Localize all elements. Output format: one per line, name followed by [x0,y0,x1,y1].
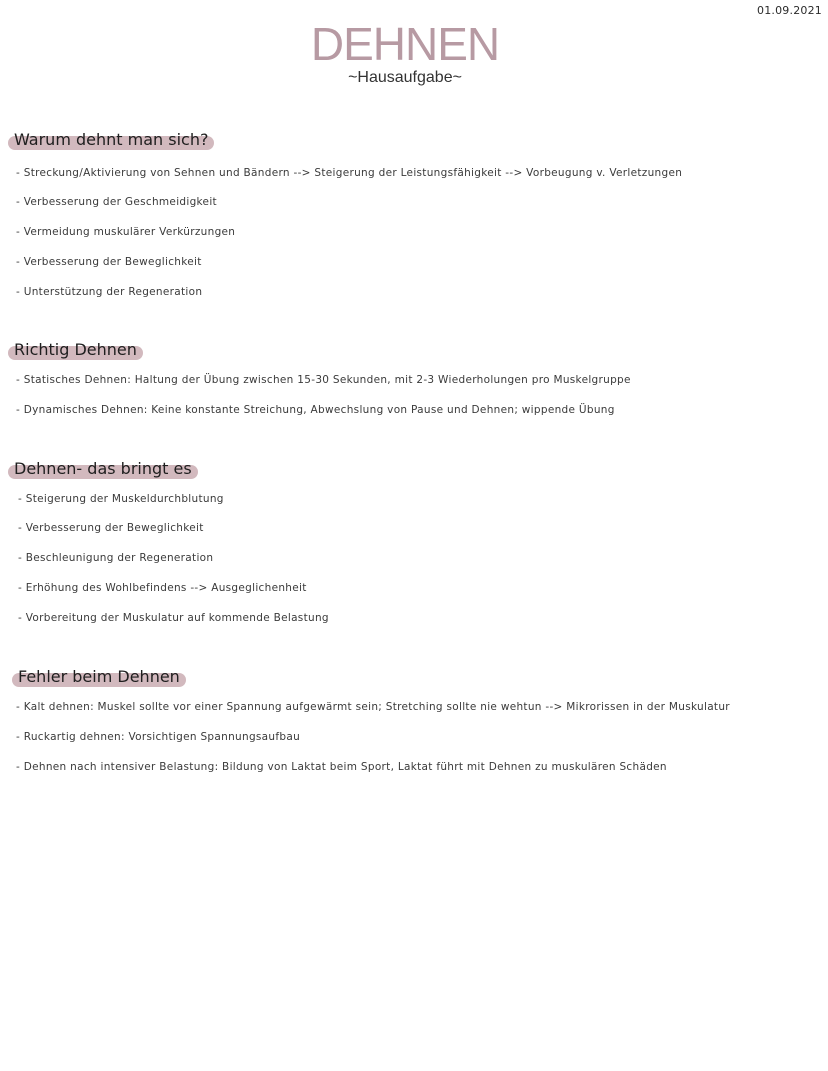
section-heading-text: Richtig Dehnen [14,340,137,359]
list-item: - Streckung/Aktivierung von Sehnen und Bändern --> Steigerung der Leistungsfähigkeit --> Vorbeugung v. Verletzungen [16,167,683,179]
section-heading-text: Dehnen- das bringt es [14,459,192,478]
list-item: - Vorbereitung der Muskulatur auf kommende Belastung [18,612,329,624]
list-item: - Dehnen nach intensiver Belastung: Bildung von Laktat beim Sport, Laktat führt mit Dehnen zu muskulären Schäden [16,761,667,773]
list-item: - Erhöhung des Wohlbefindens --> Ausgeglichenheit [18,582,307,594]
list-item: - Steigerung der Muskeldurchblutung [18,493,224,505]
list-item: - Verbesserung der Beweglichkeit [16,256,202,268]
section-heading-richtig [14,342,137,358]
list-item: - Dynamisches Dehnen: Keine konstante Streichung, Abwechslung von Pause und Dehnen; wippende Übung [16,404,615,416]
list-item: - Ruckartig dehnen: Vorsichtigen Spannungsaufbau [16,731,301,743]
list-item: - Verbesserung der Beweglichkeit [18,522,204,534]
page-title: DEHNEN [310,18,500,70]
list-item: - Verbesserung der Geschmeidigkeit [16,196,217,208]
section-heading-fehler [18,669,180,685]
section-heading-text: Warum dehnt man sich? [14,130,209,149]
list-item: - Kalt dehnen: Muskel sollte vor einer Spannung aufgewärmt sein; Stretching sollte nie wehtun --> Mikrorissen in der Muskulatur [16,701,730,713]
section-heading-bringt [14,461,192,477]
section-heading-warum [14,132,208,148]
section-heading-text: Fehler beim Dehnen [18,667,180,686]
date-label: 01.09.2021 [757,4,822,17]
list-item: - Statisches Dehnen: Haltung der Übung zwischen 15-30 Sekunden, mit 2-3 Wiederholungen pro Muskelgruppe [16,374,631,386]
list-item: - Unterstützung der Regeneration [16,286,203,298]
list-item: - Beschleunigung der Regeneration [18,552,214,564]
list-item: - Vermeidung muskulärer Verkürzungen [16,226,236,238]
page-subtitle: ~Hausaufgabe~ [348,69,462,86]
